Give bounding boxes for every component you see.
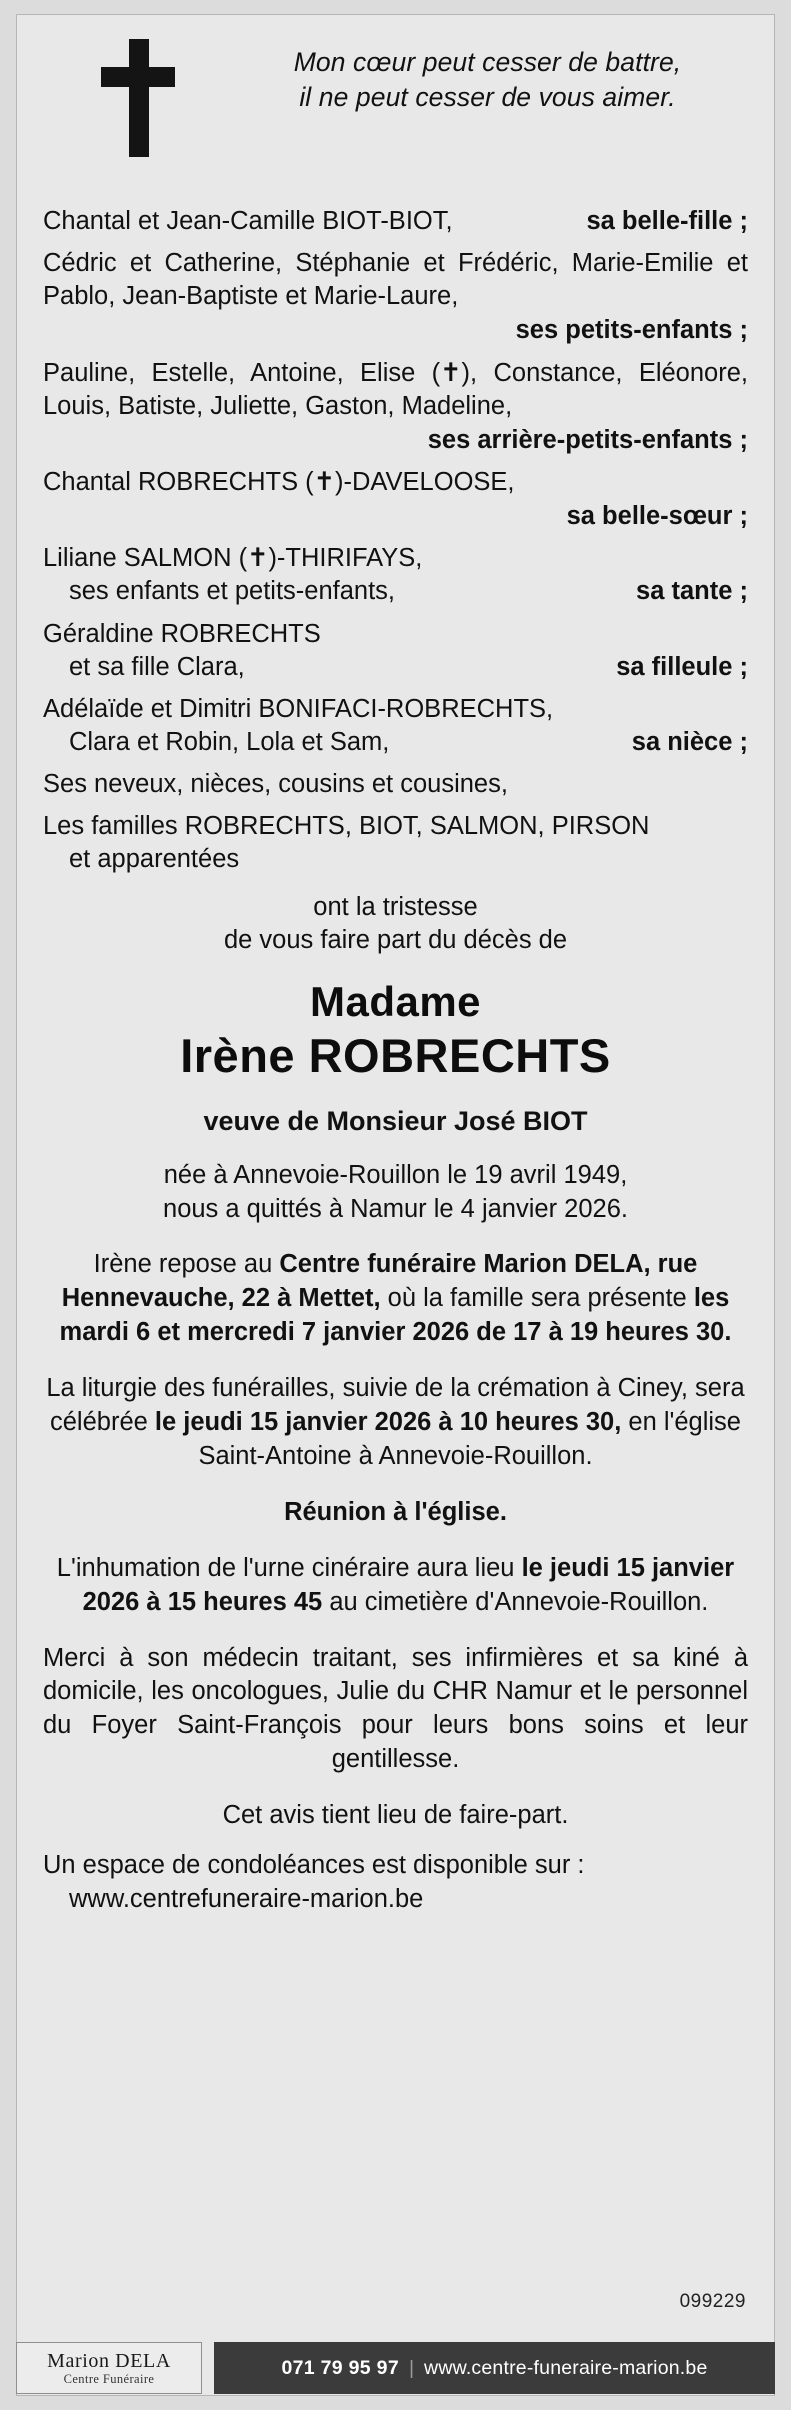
family-relation: sa nièce ;	[631, 727, 748, 756]
wake-place: Centre funéraire Marion DELA,	[279, 1250, 651, 1279]
family-relation: sa tante ;	[636, 577, 748, 606]
family-relation: sa filleule ;	[616, 652, 748, 681]
family-entry-familles	[43, 810, 748, 876]
cross-vertical-bar	[129, 39, 149, 157]
wake-mid: où la famille sera présente	[380, 1284, 694, 1313]
family-names-secondary: Clara et Robin, Lola et Sam,	[69, 727, 390, 756]
wake-pre: Irène repose au	[93, 1250, 280, 1279]
family-entry-neveux	[43, 768, 748, 801]
deceased-title: Madame	[309, 977, 482, 1025]
reunion-note: Réunion à l'église.	[284, 1497, 507, 1526]
family-relation: ses petits-enfants ;	[515, 316, 748, 345]
widow-of: veuve de Monsieur José BIOT	[203, 1105, 588, 1136]
footer-bar	[16, 2342, 775, 2394]
family-names: Géraldine ROBRECHTS	[43, 619, 321, 648]
family-names: Liliane SALMON (✝)-THIRIFAYS,	[43, 544, 423, 573]
family-names-secondary: et apparentées	[69, 845, 240, 874]
cross-horizontal-bar	[101, 67, 175, 87]
epitaph-line-1: Mon cœur peut cesser de battre,	[293, 47, 682, 77]
family-names: Chantal et Jean-Camille BIOT-BIOT,	[43, 207, 453, 235]
obituary-notice	[16, 14, 775, 2396]
birth-death-info	[43, 1159, 748, 1227]
family-entry-belle-soeur	[43, 466, 748, 533]
family-entry-niece	[43, 693, 748, 759]
logo-name: Marion DELA	[47, 2349, 171, 2372]
family-names: Les familles ROBRECHTS, BIOT, SALMON, PIRSON	[43, 812, 650, 841]
liturgy-time: à 10 heures 30,	[438, 1408, 622, 1437]
phone-number[interactable]: 071 79 95 97	[281, 2356, 399, 2379]
wake-days: les mardi 6 et mercredi 7 janvier 2026	[59, 1284, 730, 1347]
notice-in-lieu: Cet avis tient lieu de faire-part.	[222, 1801, 569, 1830]
family-entry-arriere-petits-enfants	[43, 357, 748, 457]
birth-line: née à Annevoie-Rouillon le 19 avril 1949,	[163, 1160, 628, 1189]
family-names-secondary: ses enfants et petits-enfants,	[69, 577, 396, 606]
liturgy-line-2-pre: à Ciney, sera célébrée	[50, 1374, 745, 1437]
announcement-line-2: de vous faire part du décès de	[223, 926, 568, 955]
logo-subtitle: Centre Funéraire	[63, 2372, 155, 2387]
family-entry-petits-enfants	[43, 247, 748, 347]
website-link[interactable]: www.centre-funeraire-marion.be	[424, 2356, 708, 2379]
liturgy-location: à Annevoie-Rouillon.	[358, 1441, 593, 1470]
family-entry-filleule	[43, 618, 748, 684]
family-names: Chantal ROBRECHTS (✝)-DAVELOOSE,	[43, 467, 515, 496]
wake-address: rue Hennevauche, 22 à Mettet,	[61, 1250, 698, 1313]
condolences-block	[43, 1849, 748, 1917]
burial-date: le jeudi 15 janvier 2026 à 15 heures 45	[82, 1553, 735, 1616]
burial-info	[43, 1552, 748, 1620]
burial-place: au cimetière d'Annevoie-Rouillon.	[329, 1587, 709, 1616]
deceased-name: Irène ROBRECHTS	[180, 1029, 611, 1083]
death-line: nous a quittés à Namur le 4 janvier 2026.	[163, 1194, 628, 1223]
family-names: Pauline, Estelle, Antoine, Elise (✝), Constance, Eléonore, Louis, Batiste, Juliette, Gaston, Madeline,	[43, 358, 748, 420]
family-relation: ses arrière-petits-enfants ;	[427, 425, 748, 454]
liturgy-info	[43, 1372, 748, 1474]
wake-hours: de 17 à 19 heures 30.	[476, 1318, 732, 1347]
family-names: Cédric et Catherine, Stéphanie et Frédéric, Marie-Emilie et Pablo, Jean-Baptiste et Marie-Laure,	[43, 249, 748, 311]
family-names: Adélaïde et Dimitri BONIFACI-ROBRECHTS,	[43, 694, 554, 723]
family-list	[43, 205, 748, 877]
liturgy-line-1: La liturgie des funérailles, suivie de la crémation	[46, 1374, 590, 1403]
deceased-block	[43, 978, 748, 1084]
family-names: Ses neveux, nièces, cousins et cousines,	[43, 770, 508, 799]
liturgy-church: en l'église Saint-Antoine	[198, 1408, 741, 1470]
epitaph-line-2: il ne peut cesser de vous aimer.	[299, 81, 676, 112]
family-entry-tante	[43, 542, 748, 608]
epitaph	[233, 33, 748, 115]
wake-info	[43, 1248, 748, 1350]
cross-icon	[101, 39, 175, 157]
family-relation: sa belle-sœur ;	[566, 502, 748, 531]
family-relation: sa belle-fille ;	[586, 207, 748, 235]
cross-container	[43, 33, 233, 157]
condolences-text: Un espace de condoléances est disponible sur :	[43, 1851, 585, 1880]
notice-header	[43, 33, 748, 183]
family-names-secondary: et sa fille Clara,	[69, 652, 245, 681]
contact-bar	[214, 2342, 775, 2394]
condolences-url[interactable]: www.centrefuneraire-marion.be	[69, 1885, 424, 1913]
funeral-home-logo	[16, 2342, 202, 2394]
burial-line-1: L'inhumation de l'urne cinéraire aura lieu	[56, 1553, 515, 1582]
liturgy-date: le jeudi 15 janvier 2026	[154, 1408, 432, 1437]
announcement	[43, 891, 748, 958]
contact-separator: |	[408, 2356, 415, 2379]
announcement-line-1: ont la tristesse	[313, 892, 478, 921]
thanks-paragraph: Merci à son médecin traitant, ses infirmières et sa kiné à domicile, les oncologues, Julie du CHR Namur et le personnel du Foyer Saint-François pour leurs bons soins et leur gentillesse.	[43, 1643, 748, 1774]
family-entry-belle-fille	[43, 205, 748, 238]
reference-number: 099229	[679, 2291, 746, 2312]
